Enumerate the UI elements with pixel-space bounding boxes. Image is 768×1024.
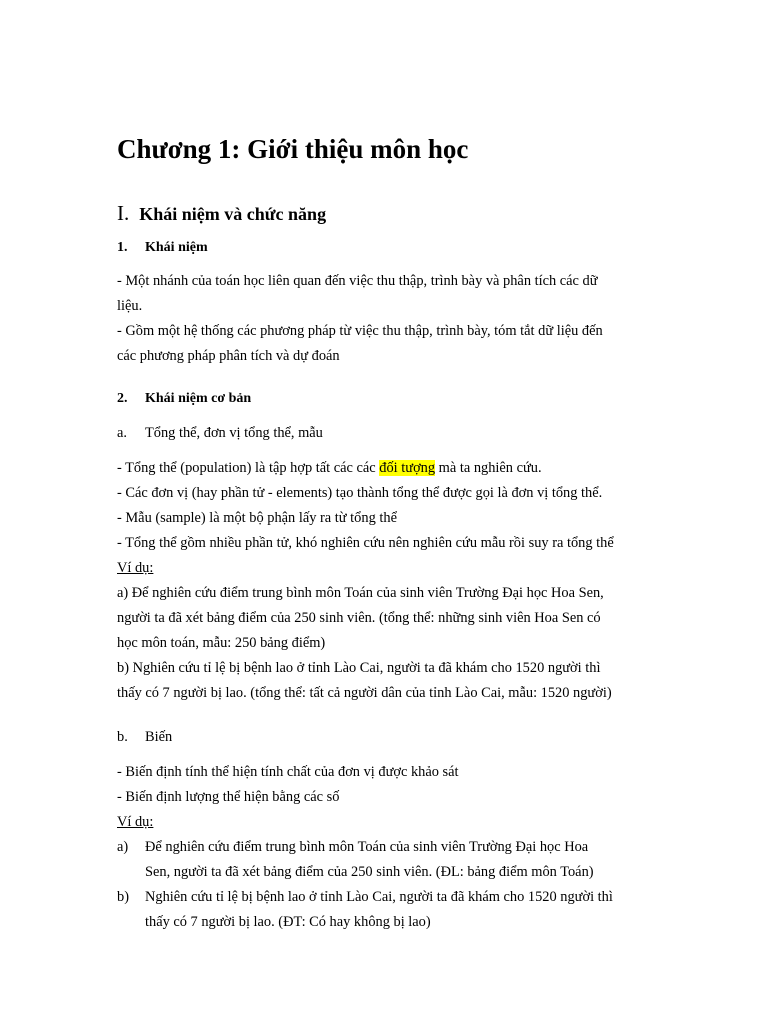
chapter-title: Chương 1: Giới thiệu môn học: [117, 134, 469, 164]
subsubsection-title: Tổng thể, đơn vị tổng thể, mẫu: [145, 425, 323, 441]
subsubsection-letter: b.: [117, 729, 128, 745]
example-line: người ta đã xét bảng điểm của 250 sinh viên. (tổng thể: những sinh viên Hoa Sen có: [117, 610, 601, 626]
paragraph-line: - Các đơn vị (hay phần tử - elements) tạo thành tổng thể được gọi là đơn vị tổng thể.: [117, 485, 603, 501]
subsection-number: 2.: [117, 391, 128, 406]
paragraph-line: - Tổng thể gồm nhiều phần tử, khó nghiên cứu nên nghiên cứu mẫu rồi suy ra tổng thể: [117, 535, 614, 551]
paragraph-line: - Gồm một hệ thống các phương pháp từ việc thu thập, trình bày, tóm tắt dữ liệu đến: [117, 323, 603, 339]
list-item-line: Để nghiên cứu điểm trung bình môn Toán của sinh viên Trường Đại học Hoa: [145, 839, 589, 855]
paragraph-line: các phương pháp phân tích và dự đoán: [117, 348, 340, 364]
list-item-line: Nghiên cứu tỉ lệ bị bệnh lao ở tỉnh Lào Cai, người ta đã khám cho 1520 người thì: [145, 889, 613, 905]
list-item-number: b): [117, 889, 129, 905]
paragraph-line: - Biến định tính thể hiện tính chất của đơn vị được khảo sát: [117, 764, 459, 780]
list-item-line: Sen, người ta đã xét bảng điểm của 250 sinh viên. (ĐL: bảng điểm môn Toán): [145, 864, 594, 880]
text-segment: mà ta nghiên cứu.: [435, 460, 542, 476]
subsection-heading-1: [117, 238, 208, 258]
highlighted-term: đối tượng: [379, 460, 436, 476]
example-line: b) Nghiên cứu tỉ lệ bị bệnh lao ở tỉnh Lào Cai, người ta đã khám cho 1520 người thì: [117, 660, 601, 676]
example-label: Ví dụ:: [117, 814, 154, 830]
subsubsection-letter: a.: [117, 425, 127, 441]
example-line: thấy có 7 người bị lao. (tổng thể: tất cả người dân của tỉnh Lào Cai, mẫu: 1520 người): [117, 685, 612, 701]
example-line: a) Để nghiên cứu điểm trung bình môn Toán của sinh viên Trường Đại học Hoa Sen,: [117, 585, 604, 601]
text-segment: - Tổng thể (population) là tập hợp tất các các: [117, 460, 380, 476]
example-line: học môn toán, mẫu: 250 bảng điểm): [117, 635, 326, 651]
paragraph-line: liệu.: [117, 298, 143, 314]
subsubsection-title: Biến: [145, 729, 173, 745]
paragraph-line: - Biến định lượng thể hiện bằng các số: [117, 789, 340, 805]
example-label: Ví dụ:: [117, 560, 154, 576]
paragraph-line: [117, 458, 542, 478]
list-item-number: a): [117, 839, 129, 855]
subsection-heading-2: [117, 389, 251, 409]
paragraph-line: - Mẫu (sample) là một bộ phận lấy ra từ tổng thể: [117, 510, 397, 526]
subsubsection-heading-b: [117, 727, 172, 747]
list-item-line: thấy có 7 người bị lao. (ĐT: Có hay không bị lao): [145, 914, 431, 930]
section-number: I.: [117, 201, 130, 225]
subsection-number: 1.: [117, 240, 128, 255]
section-heading: [117, 200, 326, 229]
paragraph-line: - Một nhánh của toán học liên quan đến việc thu thập, trình bày và phân tích các dữ: [117, 273, 598, 289]
subsection-title: Khái niệm: [145, 240, 208, 255]
subsection-title: Khái niệm cơ bản: [145, 391, 252, 406]
section-title: Khái niệm và chức năng: [139, 204, 327, 224]
subsubsection-heading-a: [117, 423, 323, 443]
